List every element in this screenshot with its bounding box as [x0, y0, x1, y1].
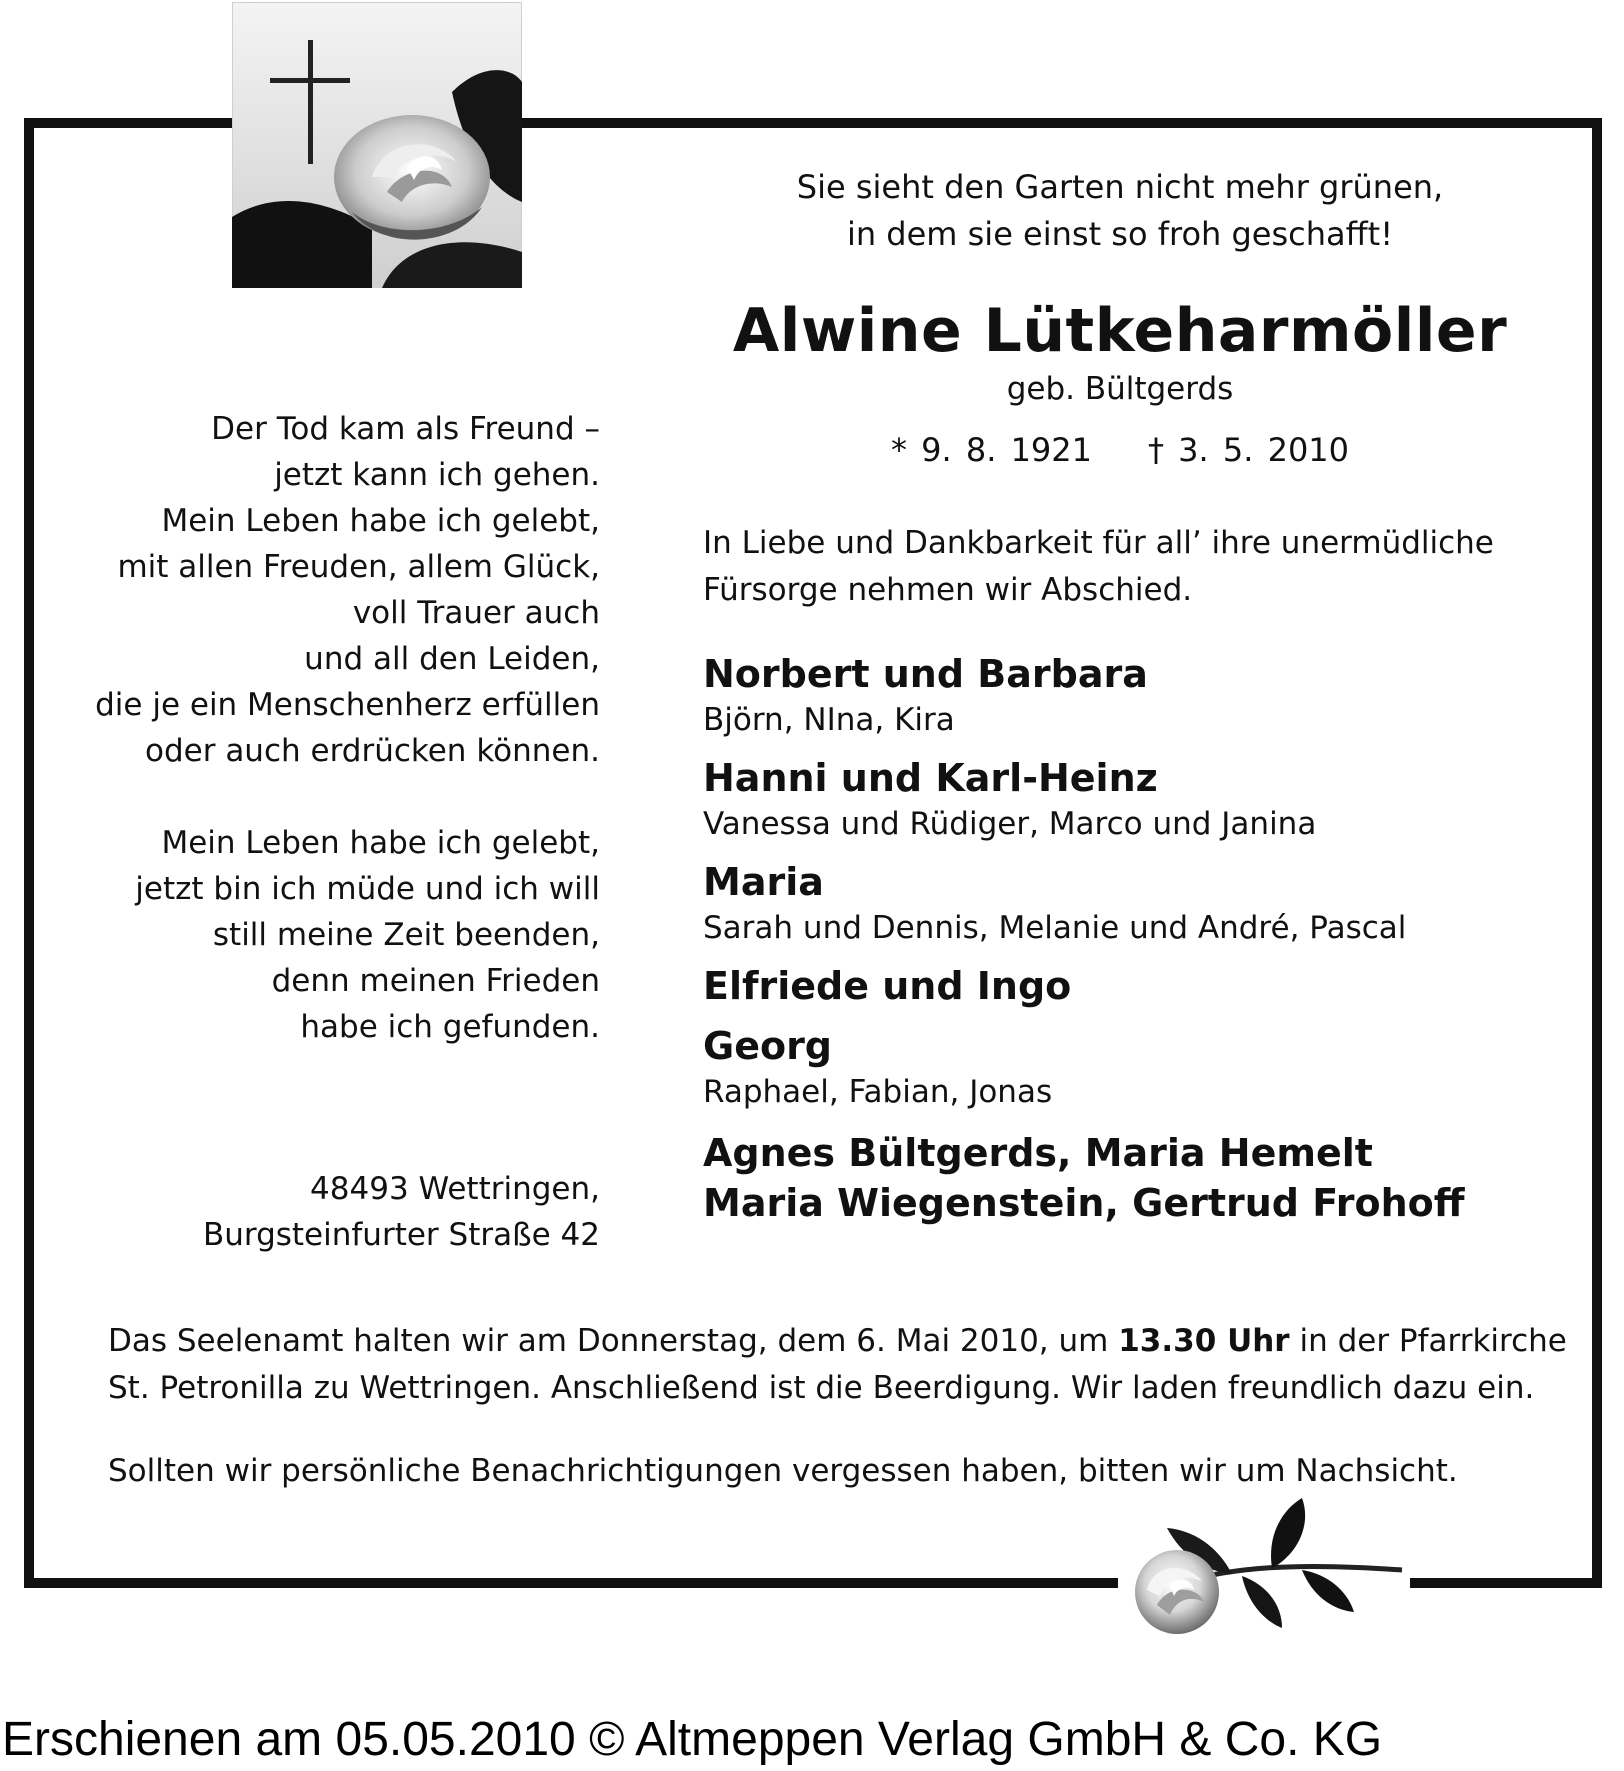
family-name: Hanni und Karl-Heinz [703, 756, 1158, 800]
family-children: Sarah und Dennis, Melanie und André, Pascal [703, 910, 1407, 946]
address-line: Burgsteinfurter Straße 42 [202, 1217, 600, 1253]
poem-line: mit allen Freuden, allem Glück, [117, 549, 600, 585]
relatives-line: Maria Wiegenstein, Gertrud Frohoff [703, 1181, 1465, 1225]
poem-stanza [90, 406, 600, 774]
relatives-line: Agnes Bültgerds, Maria Hemelt [703, 1131, 1373, 1175]
poem-line: Mein Leben habe ich gelebt, [161, 503, 600, 539]
poem [90, 406, 600, 1050]
rose-image [1122, 1490, 1412, 1640]
service-line: St. Petronilla zu Wettringen. Anschließend ist die Beerdigung. Wir laden freundlich dazu ein. [108, 1370, 1535, 1406]
motto-line: in dem sie einst so froh geschafft! [846, 215, 1394, 253]
poem-line: jetzt bin ich müde und ich will [135, 871, 600, 907]
birth-name: geb. Bültgerds [1006, 371, 1234, 407]
poem-line: und all den Leiden, [304, 641, 600, 677]
service-info [108, 1318, 1568, 1412]
mourners-list [703, 650, 1543, 1228]
death-date: † 3. 5. 2010 [1148, 431, 1350, 469]
apology-note: Sollten wir persönliche Benachrichtigungen vergessen haben, bitten wir um Nachsicht. [108, 1453, 1458, 1489]
poem-line: die je ein Menschenherz erfüllen [95, 687, 600, 723]
poem-line: oder auch erdrücken können. [145, 733, 600, 769]
publication-footer: Erschienen am 05.05.2010 © Altmeppen Verlag GmbH & Co. KG [2, 1713, 1383, 1766]
thanks-line: In Liebe und Dankbarkeit für all’ ihre unermüdliche [703, 525, 1494, 561]
thanks-line: Fürsorge nehmen wir Abschied. [703, 572, 1193, 608]
poem-line: still meine Zeit beenden, [212, 917, 600, 953]
poem-line: denn meinen Frieden [271, 963, 600, 999]
birth-date: * 9. 8. 1921 [890, 431, 1092, 469]
poem-stanza [90, 820, 600, 1050]
poem-line: Mein Leben habe ich gelebt, [161, 825, 600, 861]
relatives [703, 1128, 1543, 1228]
motto-line: Sie sieht den Garten nicht mehr grünen, [796, 168, 1444, 206]
address-line: 48493 Wettringen, [310, 1171, 600, 1207]
family-name: Norbert und Barbara [703, 652, 1148, 696]
family-children: Raphael, Fabian, Jonas [703, 1074, 1053, 1110]
family-name: Georg [703, 1024, 833, 1068]
poem-line: voll Trauer auch [352, 595, 600, 631]
family-name: Elfriede und Ingo [703, 964, 1072, 1008]
service-time: 13.30 Uhr [1118, 1323, 1290, 1359]
service-text: in der Pfarrkirche [1289, 1323, 1567, 1359]
service-line [108, 1318, 1568, 1365]
family-name: Maria [703, 860, 824, 904]
motto [700, 164, 1540, 258]
family-children: Vanessa und Rüdiger, Marco und Janina [703, 806, 1317, 842]
thanks-text [703, 520, 1523, 614]
family-children: Björn, NIna, Kira [703, 702, 955, 738]
life-dates [700, 428, 1540, 472]
deceased-name: Alwine Lütkeharmöller [732, 296, 1508, 366]
poem-line: Der Tod kam als Freund – [211, 411, 600, 447]
service-text: Das Seelenamt halten wir am Donnerstag, dem 6. Mai 2010, um [108, 1323, 1119, 1359]
address [90, 1166, 600, 1258]
poem-line: jetzt kann ich gehen. [274, 457, 600, 493]
poem-line: habe ich gefunden. [300, 1009, 600, 1045]
cross-rose-image [232, 2, 522, 288]
